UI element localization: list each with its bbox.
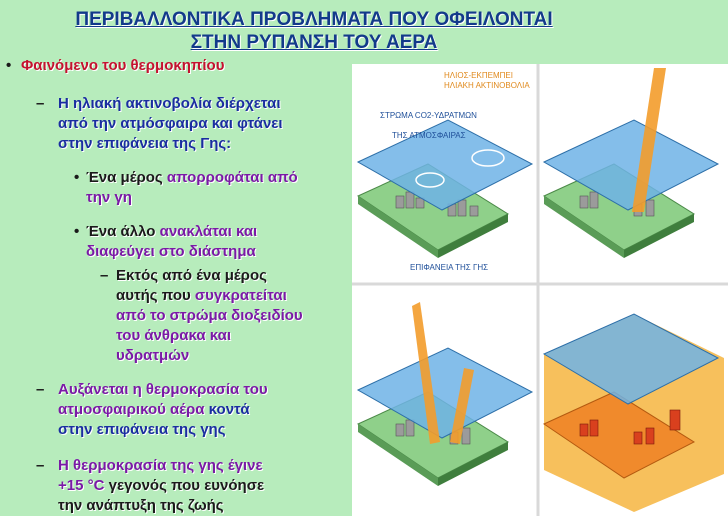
greenhouse-diagram xyxy=(352,64,728,516)
b1c-line4: του άνθρακα και xyxy=(116,327,232,344)
b1b-line1 xyxy=(86,222,257,242)
layer-label-line2: ΤΗΣ ΑΤΜΟΣΦΑΙΡΑΣ xyxy=(392,131,466,140)
b1c-line1: Εκτός από ένα μέρος xyxy=(116,267,267,284)
b1c-line2 xyxy=(116,286,287,306)
bullet-dot: • xyxy=(74,169,80,186)
slide-title xyxy=(0,8,628,54)
dash-marker: – xyxy=(36,457,45,474)
b1c-highlight: συγκρατείται xyxy=(194,287,287,304)
dash-marker: – xyxy=(36,381,45,398)
sun-label-line2: ΗΛΙΑΚΗ ΑΚΤΙΝΟΒΟΛΙΑ xyxy=(444,81,530,90)
greenhouse-diagram-svg xyxy=(352,64,728,516)
b2-line2 xyxy=(58,400,250,420)
bullet-dot: • xyxy=(6,57,12,74)
b1-line2: από την ατμόσφαιρα και φτάνει xyxy=(58,115,283,132)
b3-plain: γεγονός που ευνόησε xyxy=(108,477,265,494)
b2-line1: Αυξάνεται η θερμοκρασία του xyxy=(58,381,268,398)
b1c-line3: από το στρώμα διοξειδίου xyxy=(116,307,303,324)
b3-highlight: +15 °C xyxy=(58,477,105,494)
b1-line1: Η ηλιακή ακτινοβολία διέρχεται xyxy=(58,95,281,112)
panel-1 xyxy=(358,71,532,272)
b3-line1: Η θερμοκρασία της γης έγινε xyxy=(58,457,263,474)
b1a-line1 xyxy=(86,168,298,188)
panel-3 xyxy=(358,302,532,486)
b3-line3: την ανάπτυξη της ζωής xyxy=(58,497,224,514)
surface-label: ΕΠΙΦΑΝΕΙΑ ΤΗΣ ΓΗΣ xyxy=(410,263,489,272)
b2-line3: στην επιφάνεια της γης xyxy=(58,421,226,438)
b3-line2 xyxy=(58,476,264,496)
dash-marker: – xyxy=(100,267,109,284)
sun-label-line1: ΗΛΙΟΣ-ΕΚΠΕΜΠΕΙ xyxy=(444,71,513,80)
slide-title-line1: ΠΕΡΙΒΑΛΛΟΝΤΙΚΑ ΠΡΟΒΛΗΜΑΤΑ ΠΟΥ ΟΦΕΙΛΟΝΤΑΙ xyxy=(75,9,553,30)
b2-blue: κοντά xyxy=(208,401,250,418)
slide-title-line2: ΣΤΗΝ ΡΥΠΑΝΣΗ ΤΟΥ ΑΕΡΑ xyxy=(190,32,438,53)
panel-4 xyxy=(544,314,724,512)
b1a-plain: Ένα μέρος xyxy=(86,169,163,186)
b1a-line2: την γη xyxy=(86,189,132,206)
b1-line3: στην επιφάνεια της Γης: xyxy=(58,135,232,152)
dash-marker: – xyxy=(36,95,45,112)
panel-2 xyxy=(544,68,718,258)
b1a-highlight: απορροφάται από xyxy=(166,169,298,186)
bullet-dot: • xyxy=(74,223,80,240)
b2-highlight: ατμοσφαιρικού αέρα xyxy=(58,401,205,418)
b1b-line2: διαφεύγει στο διάστημα xyxy=(86,243,256,260)
bullet-heading: Φαινόμενο του θερμοκηπίου xyxy=(21,57,225,74)
b1c-line5: υδρατμών xyxy=(116,347,190,364)
b1b-plain: Ένα άλλο xyxy=(86,223,156,240)
layer-label-line1: ΣΤΡΩΜΑ CO2-ΥΔΡΑΤΜΩΝ xyxy=(380,111,477,120)
b1c-plain: αυτής που xyxy=(116,287,191,304)
b1b-highlight: ανακλάται και xyxy=(159,223,258,240)
